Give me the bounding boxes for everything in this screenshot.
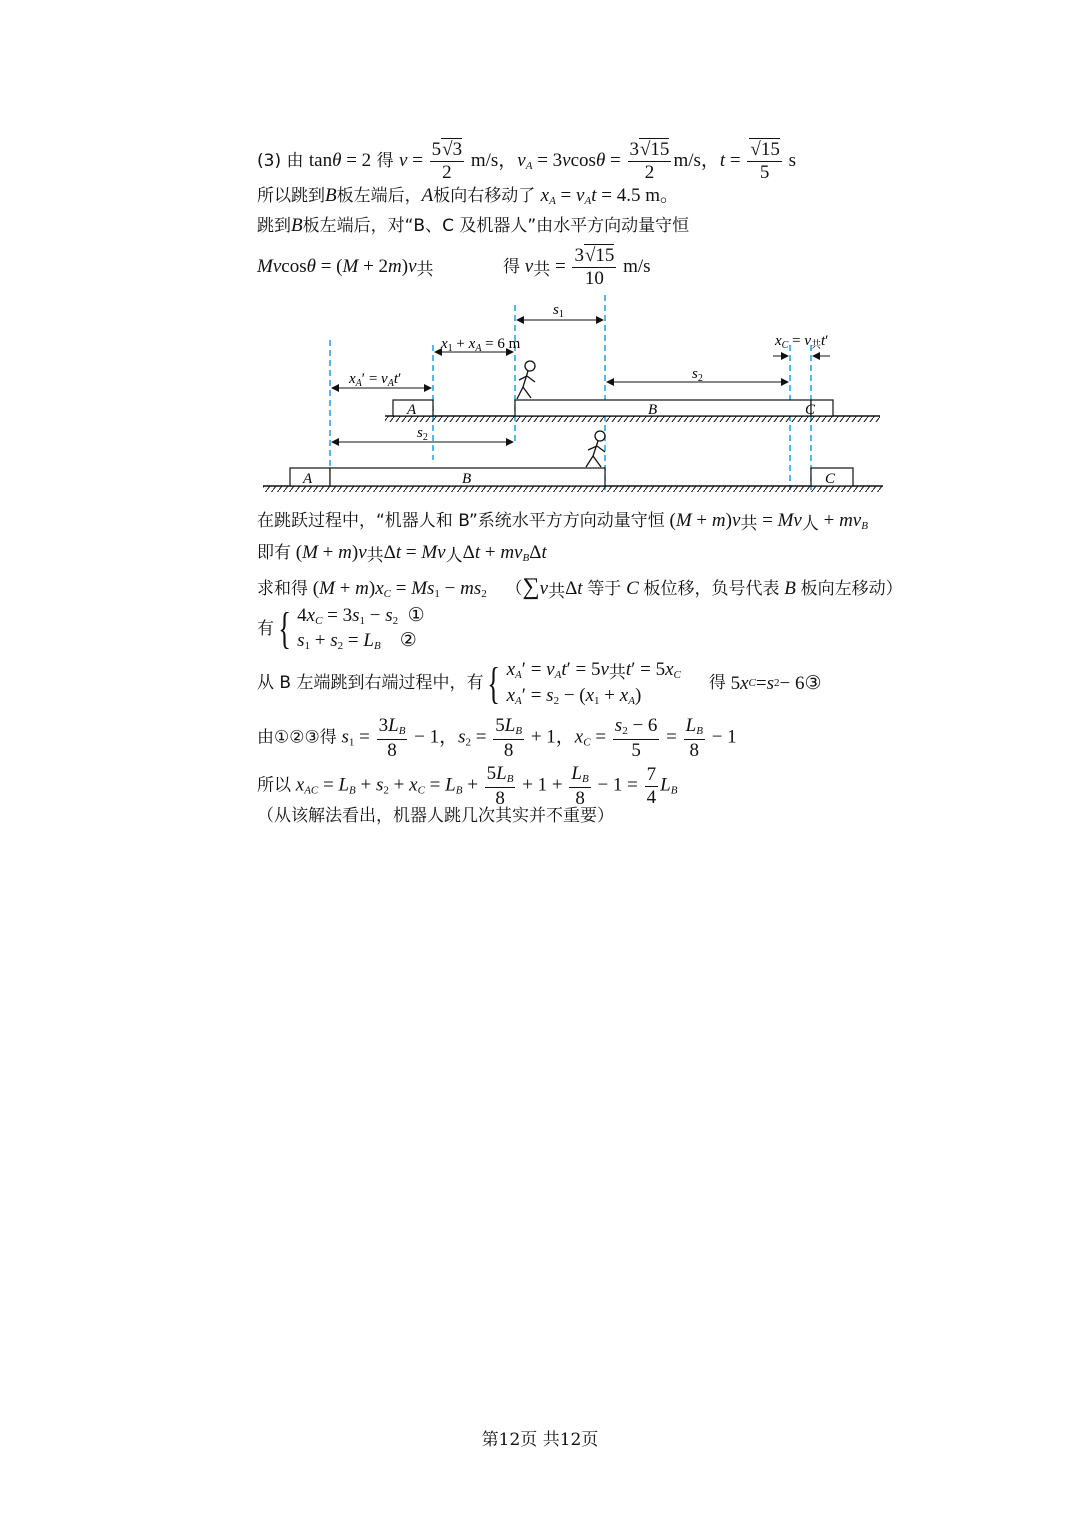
label-xC: $x_C = v_共t'$: [775, 333, 829, 351]
line-system-3: 从 B 左端跳到右端过程中，有 { $x_A' = v_At' = 5v_共t' = 5x_C$ $x_A' = s_2 - (x_1 + x_A)$ 得 5 x C = s 2 − 6 ③: [257, 658, 822, 708]
label-B-top: B: [648, 402, 658, 418]
label-C-top: C: [805, 402, 816, 418]
line-summation: 求和得 $(M + m)x_C = Ms_1 - ms_2$ （$\sum v_共\Delta t$ 等于 C 板位移，负号代表 B 板向左移动）: [257, 574, 903, 602]
dashed-guides: [330, 295, 811, 490]
board-B-top: [515, 400, 811, 416]
label-xA-prime: $x_A' = v_At'$: [349, 371, 402, 389]
line-result: 所以 $x_{AC} = L_B + s_2 + x_C = L_B$ + $\frac{5L_B}{8}$ + 1 + $\frac{L_B}{8}$ − 1 = $\frac{7}{4}$ $L_B$: [257, 763, 678, 809]
line-solve: 由①②③得 $s_1$ = $\frac{3L_B}{8}$ − 1，$s_2$ = $\frac{5L_B}{8}$ + 1，$x_C$ = $\frac{s_2 - 6}{5}$ = $\frac{L_B}{8}$ − 1: [257, 715, 737, 761]
label-s2-bottom: $s_2$: [417, 425, 428, 443]
line-remark: （从该解法看出，机器人跳几次其实并不重要）: [257, 806, 614, 826]
line-momentum-conservation: 跳到B板左端后，对“B、C 及机器人”由水平方向动量守恒: [257, 215, 690, 236]
line-system-12: 有 { $4x_C = 3s_1 - s_2$ ① $s_1 + s_2 = L_B$ ②: [257, 604, 425, 653]
label-x1-plus-xA: $x_1 + x_A = 6$ m: [441, 336, 521, 354]
line-jump-to-B: 所以跳到B板左端后，A板向右移动了 $x_A = v_At = 4.5$ m。: [257, 185, 679, 207]
page-footer: 第12页 共12页: [481, 1430, 599, 1450]
line-v-common: $Mvcos\theta = (M + 2m)v_共$ 得 $v_共$ = $\frac{3√15}{10}$ m/s: [257, 245, 651, 289]
robot-figure-top: [517, 361, 535, 399]
label-C-bottom: C: [825, 471, 836, 487]
label-B-bottom: B: [462, 471, 472, 487]
line-ji-you: 即有 $(M + m)v_共\Delta t = Mv_人\Delta t + mv_B\Delta t$: [257, 542, 547, 566]
line-jump-process: 在跳跃过程中，“机器人和 B”系统水平方方向动量守恒 $(M + m)v_共 = Mv_人 + mv_B$: [257, 510, 868, 534]
line-tan-theta: (3) 由 tanθ = 2 得 v = $\frac{5√3}{2}$ m/s，$v_A = 3vcos\theta$ = $\frac{3√15}{2}$ m/s，t = $\frac{√15}{5}$ s: [257, 139, 796, 183]
robot-figure-bottom: [586, 431, 605, 467]
label-A-top: A: [407, 402, 417, 418]
label-s2-top: $s_2$: [692, 366, 703, 384]
label-s1: $s_1$: [553, 302, 564, 320]
label-A-bottom: A: [303, 471, 313, 487]
motion-diagram: [255, 290, 895, 500]
